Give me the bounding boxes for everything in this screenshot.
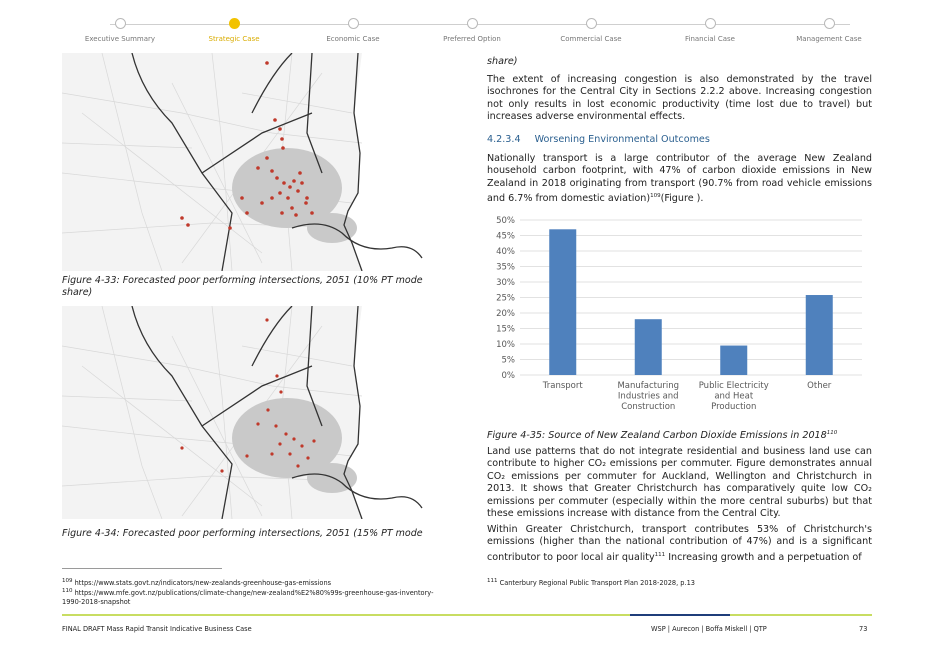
section-number: 4.2.3.4: [487, 134, 521, 145]
nav-step-management-case[interactable]: [769, 18, 889, 43]
paragraph-text-end: (Figure ).: [660, 193, 704, 205]
paragraph-christchurch: [487, 524, 872, 564]
y-tick-label: 45%: [496, 231, 515, 242]
y-tick-label: 25%: [496, 293, 515, 304]
footer-rule-accent: [630, 614, 730, 616]
footnote-link[interactable]: https://www.stats.govt.nz/indicators/new-zealands-greenhouse-gas-emissions: [74, 579, 332, 588]
nav-step-economic-case[interactable]: [293, 18, 413, 43]
y-tick-label: 15%: [496, 324, 515, 335]
footnote-111: [487, 577, 872, 588]
x-category-line: and Heat: [714, 391, 754, 402]
bar-1: [635, 319, 662, 375]
x-category-label: [699, 381, 769, 412]
step-dot: [348, 18, 359, 29]
step-dot: [824, 18, 835, 29]
y-tick-label: 5%: [501, 355, 515, 366]
x-category-line: Other: [807, 381, 832, 391]
map-figure-4-34: [62, 306, 443, 519]
step-dot-active: [229, 18, 240, 29]
y-tick-label: 20%: [496, 309, 515, 319]
nav-label: Preferred Option: [443, 35, 501, 43]
paragraph-congestion: The extent of increasing congestion is also demonstrated by the travel isochrones for the Central City in Sections 2.2.2 above. Increasing congestion not only results in lost economic productivity (time lost due to travel) but increases adverse environmental effects.: [487, 74, 872, 123]
emissions-bar-chart: [486, 213, 872, 413]
x-category-line: Manufacturing: [617, 381, 680, 391]
footnote-ref-111[interactable]: 111: [654, 551, 666, 558]
footnote-ref-109[interactable]: 109: [650, 193, 661, 200]
y-tick-label: 10%: [496, 340, 515, 350]
footnote-number: 110: [62, 588, 73, 594]
footer-rule: [62, 614, 872, 616]
nav-step-commercial-case[interactable]: [531, 18, 651, 43]
nav-label: Executive Summary: [84, 35, 156, 43]
figure-4-35-caption: [487, 427, 872, 443]
footnote-divider: [62, 568, 222, 569]
footer-partners: WSP | Aurecon | Boffa Miskell | QTP: [651, 625, 767, 633]
x-category-line: Public Electricity: [698, 381, 769, 391]
paragraph-text: Nationally transport is a large contributor of the average New Zealand household carbon footprint, with 47% of carbon dioxide emissions in New Zealand in 2018 originating from transport (90.7% from road vehicle emissions and 6.7% from domestic aviation): [487, 153, 872, 205]
continued-caption: share): [487, 56, 518, 67]
step-dot: [115, 18, 126, 29]
x-category-line: Transport: [542, 381, 583, 391]
figure-4-34-caption: Figure 4-34: Forecasted poor performing intersections, 2051 (15% PT mode: [62, 528, 423, 539]
x-category-line: Industries and: [617, 391, 679, 402]
paragraph-text: Within Greater Christchurch, transport contributes 53% of Christchurch's emissions (higher than the national contribution of 47%) and is a significant contributor to poor local air quality: [487, 524, 872, 563]
footnote-110: [62, 587, 452, 606]
bar-3: [806, 295, 833, 375]
y-tick-label: 35%: [496, 262, 515, 273]
y-tick-label: 30%: [496, 278, 515, 288]
footnote-ref-110[interactable]: 110: [826, 430, 838, 436]
figure-4-33-caption: Figure 4-33: Forecasted poor performing intersections, 2051 (10% PT mode share): [62, 275, 423, 298]
y-tick-label: 0%: [501, 371, 515, 381]
step-dot: [467, 18, 478, 29]
page-number: 73: [859, 625, 868, 633]
caption-text: Figure 4-35: Source of New Zealand Carbon Dioxide Emissions in 2018: [487, 430, 827, 442]
paragraph-national-transport: [487, 153, 872, 206]
step-dot: [705, 18, 716, 29]
nav-label: Commercial Case: [560, 35, 622, 43]
progress-nav: [60, 18, 880, 48]
footer-document-title: FINAL DRAFT Mass Rapid Transit Indicative Business Case: [62, 625, 252, 633]
bar-0: [549, 229, 576, 375]
nav-label: Economic Case: [326, 35, 380, 43]
nav-label: Financial Case: [684, 35, 735, 43]
map-figure-4-33: [62, 53, 443, 271]
section-title: Worsening Environmental Outcomes: [534, 134, 710, 145]
nav-step-financial-case[interactable]: [650, 18, 770, 43]
x-category-line: Production: [711, 402, 757, 412]
x-category-label: [617, 381, 679, 412]
nav-step-preferred-option[interactable]: [412, 18, 532, 43]
footnote-text: Canterbury Regional Public Transport Plan 2018-2028, p.13: [499, 579, 695, 588]
paragraph-text-end: Increasing growth and a perpetuation of: [665, 552, 862, 563]
nav-step-strategic-case[interactable]: [174, 18, 294, 43]
step-dot: [586, 18, 597, 29]
map-graphic: [62, 306, 443, 519]
y-tick-label: 40%: [496, 247, 515, 257]
paragraph-land-use: Land use patterns that do not integrate residential and business land use can contribute to higher CO₂ emissions per commuter. Figure demonstrates annual CO₂ emissions per commuter for Auckland, Wellington and Christchurch in 2013. It shows that Greater Christchurch has comparatively quite low CO₂ emissions per commuter (especially within the more central suburbs) but that these emissions increase with distance from the Central City.: [487, 446, 872, 520]
footnote-number: 111: [487, 578, 498, 584]
section-heading: [487, 134, 872, 146]
x-category-line: Construction: [621, 402, 676, 412]
nav-label: Strategic Case: [208, 35, 260, 43]
x-category-label: [807, 381, 832, 391]
bar-2: [720, 346, 747, 375]
nav-step-executive-summary[interactable]: [60, 18, 180, 43]
x-category-label: [542, 381, 584, 391]
y-tick-label: 50%: [496, 216, 515, 226]
footnote-link[interactable]: https://www.mfe.govt.nz/publications/climate-change/new-zealand%E2%80%99s-greenhouse-gas-inventory-1990-2018-snapshot: [62, 589, 434, 606]
footnote-number: 109: [62, 578, 73, 584]
map-graphic: [62, 53, 443, 271]
nav-label: Management Case: [796, 35, 862, 43]
